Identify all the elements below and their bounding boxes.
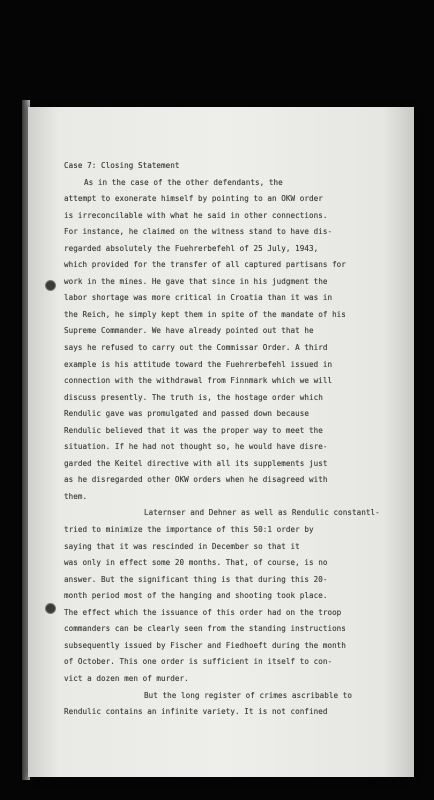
text-line: connection with the withdrawal from Finnmark which we will bbox=[64, 376, 333, 386]
text-line: discuss presently. The truth is, the hostage order which bbox=[64, 392, 323, 402]
text-line: tried to minimize the importance of this 50:1 order by bbox=[64, 525, 314, 535]
text-line: Rendulic believed that it was the proper way to meet the bbox=[64, 425, 323, 435]
text-line: For instance, he claimed on the witness stand to have dis- bbox=[64, 227, 333, 237]
punch-hole-top bbox=[45, 280, 56, 291]
text-line: commanders can be clearly seen from the standing instructions bbox=[64, 624, 346, 634]
text-line: Rendulic gave was promulgated and passed down because bbox=[64, 409, 309, 419]
text-line: as he disregarded other OKW orders when he disagreed with bbox=[64, 475, 328, 485]
text-line: was only in effect some 20 months. That, of course, is no bbox=[64, 558, 328, 568]
text-line: is irreconcilable with what he said in other connections. bbox=[64, 210, 328, 220]
text-line: But the long register of crimes ascribable to bbox=[144, 690, 352, 700]
text-line: month period most of the hanging and shooting took place. bbox=[64, 591, 328, 601]
text-line: them. bbox=[64, 491, 88, 501]
text-line: labor shortage was more critical in Croatia than it was in bbox=[64, 293, 333, 303]
text-line: which provided for the transfer of all captured partisans for bbox=[64, 260, 346, 270]
text-line: The effect which the issuance of this order had on the troop bbox=[64, 607, 342, 617]
text-line: saying that it was rescinded in December so that it bbox=[64, 541, 300, 551]
text-line: regarded absolutely the Fuehrerbefehl of 25 July, 1943, bbox=[64, 243, 319, 253]
text-line: Laternser and Dehner as well as Rendulic constantl- bbox=[144, 508, 380, 518]
document-heading: Case 7: Closing Statement bbox=[64, 161, 180, 170]
text-line: garded the Keitel directive with all its supplements just bbox=[64, 458, 328, 468]
text-line: Rendulic contains an infinite variety. It is not confined bbox=[64, 707, 328, 717]
text-line: vict a dozen men of murder. bbox=[64, 673, 189, 683]
text-line: attempt to exonerate himself by pointing to an OKW order bbox=[64, 194, 323, 204]
text-line: Supreme Commander. We have already pointed out that he bbox=[64, 326, 314, 336]
text-line: says he refused to carry out the Commissar Order. A third bbox=[64, 343, 328, 353]
text-line: subsequently issued by Fischer and Fiedhoeft during the month bbox=[64, 640, 346, 650]
text-line: of October. This one order is sufficient in itself to con- bbox=[64, 657, 333, 667]
text-line: answer. But the significant thing is that during this 20- bbox=[64, 574, 328, 584]
text-line: example is his attitude toward the Fuehrerbefehl issued in bbox=[64, 359, 333, 369]
text-line: situation. If he had not thought so, he would have disre- bbox=[64, 442, 328, 452]
text-line: the Reich, he simply kept them in spite of the mandate of his bbox=[64, 309, 346, 319]
typed-text-block bbox=[64, 158, 394, 721]
text-line: As in the case of the other defendants, the bbox=[84, 177, 283, 187]
punch-hole-bottom bbox=[45, 603, 56, 614]
text-line: work in the mines. He gave that since in his judgment the bbox=[64, 276, 328, 286]
